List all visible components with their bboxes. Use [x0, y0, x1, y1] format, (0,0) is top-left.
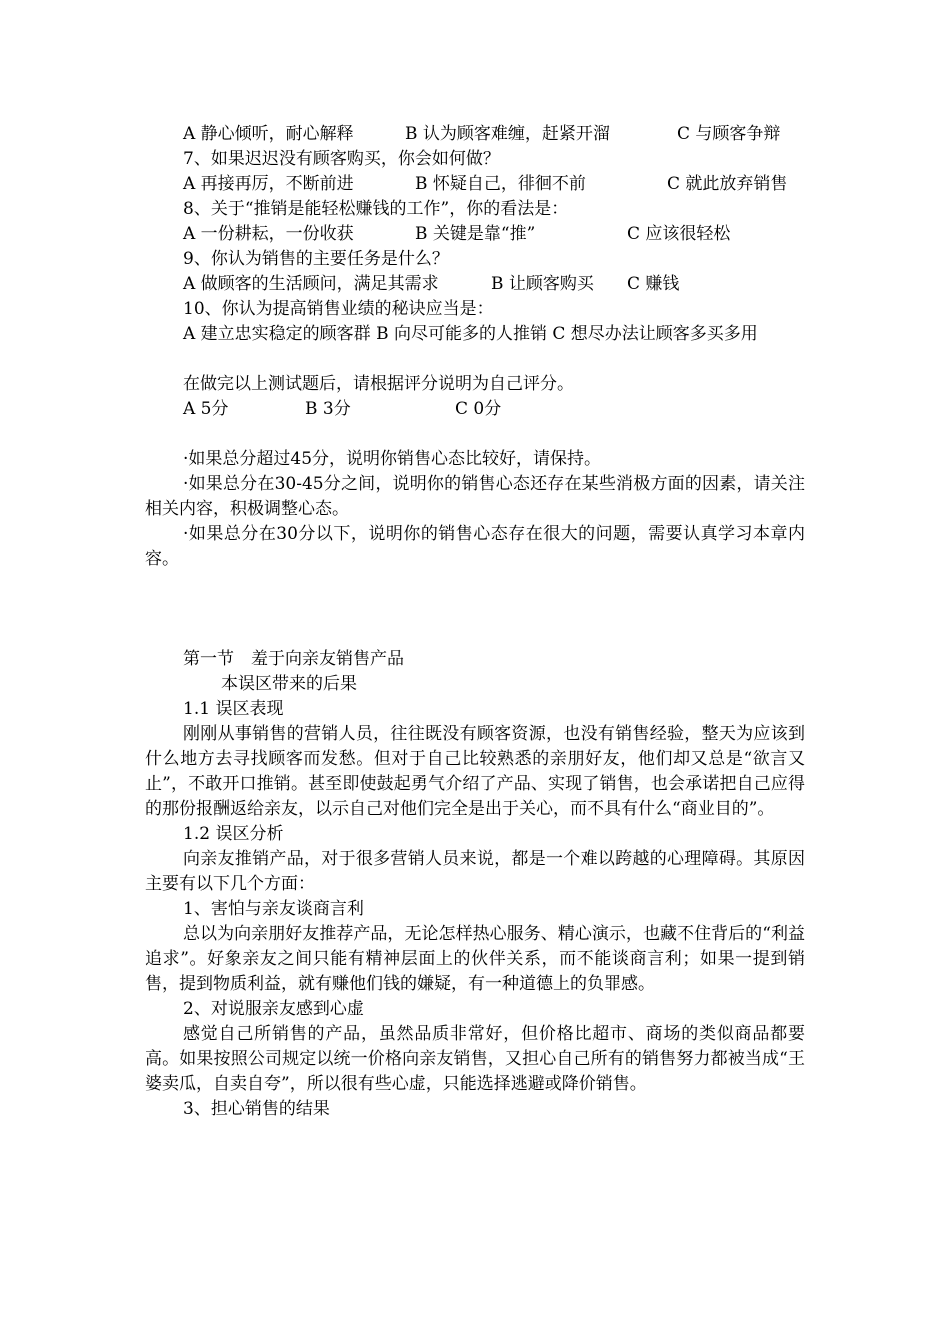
heading-1-1: 1.1 误区表现 — [183, 699, 284, 719]
q9-option-b: B 让顾客购买 — [491, 274, 594, 294]
reason-1-text: 总以为向亲朋好友推荐产品，无论怎样热心服务、精心演示，也藏不住背后的“利益追求”。好象亲友之间只能有精神层面上的伙伴关系，而不能谈商言利；如果一提到销售，提到物质利益，就有赚他们钱的嫌疑，有一种道德上的负罪感。 — [145, 924, 805, 994]
q7-option-a: A 再接再厉，不断前进 — [183, 174, 354, 194]
result-mid: ·如果总分在30-45分之间，说明你的销售心态还存在某些消极方面的因素，请关注相关内容，积极调整心态。 — [145, 474, 805, 519]
score-a: A 5分 — [183, 399, 229, 419]
q6-option-c: C 与顾客争辩 — [677, 124, 781, 144]
scoring-row — [145, 397, 805, 422]
q6-option-b: B 认为顾客难缠，赶紧开溜 — [405, 124, 610, 144]
paragraph-1-2: 向亲友推销产品，对于很多营销人员来说，都是一个难以跨越的心理障碍。其原因主要有以下几个方面： — [145, 849, 805, 894]
result-high: ·如果总分超过45分，说明你销售心态比较好，请保持。 — [183, 449, 602, 469]
q8-option-c: C 应该很轻松 — [627, 224, 731, 244]
q6-options-row — [145, 122, 805, 147]
q9-options-row — [145, 272, 805, 297]
reason-2-text: 感觉自己所销售的产品，虽然品质非常好，但价格比超市、商场的类似商品都要高。如果按照公司规定以统一价格向亲友销售，又担心自己所有的销售努力都被当成“王婆卖瓜，自卖自夸”，所以很有些心虚，只能选择逃避或降价销售。 — [145, 1024, 805, 1094]
reason-3-title: 3、担心销售的结果 — [183, 1099, 330, 1119]
q8-option-b: B 关键是靠“推” — [415, 224, 536, 244]
q6-option-a: A 静心倾听，耐心解释 — [183, 124, 354, 144]
q9-option-c: C 赚钱 — [627, 274, 680, 294]
reason-1-title: 1、害怕与亲友谈商言利 — [183, 899, 364, 919]
q7-question: 7、如果迟迟没有顾客购买，你会如何做？ — [183, 149, 500, 169]
q8-options-row — [145, 222, 805, 247]
document-page — [145, 122, 805, 1122]
q10-question: 10、你认为提高销售业绩的秘诀应当是： — [183, 299, 494, 319]
q10-options: A 建立忠实稳定的顾客群 B 向尽可能多的人推销 C 想尽办法让顾客多买多用 — [183, 324, 758, 344]
q7-options-row — [145, 172, 805, 197]
heading-1-2: 1.2 误区分析 — [183, 824, 284, 844]
reason-2-title: 2、对说服亲友感到心虚 — [183, 999, 364, 1019]
q7-option-c: C 就此放弃销售 — [667, 174, 788, 194]
q9-question: 9、你认为销售的主要任务是什么？ — [183, 249, 449, 269]
section-title: 第一节 羞于向亲友销售产品 — [183, 649, 404, 669]
q8-question: 8、关于“推销是能轻松赚钱的工作”，你的看法是： — [183, 199, 569, 219]
paragraph-1-1: 刚刚从事销售的营销人员，往往既没有顾客资源，也没有销售经验，整天为应该到什么地方去寻找顾客而发愁。但对于自己比较熟悉的亲朋好友，他们却又总是“欲言又止”，不敢开口推销。甚至即使鼓起勇气介绍了产品、实现了销售，也会承诺把自己应得的那份报酬返给亲友，以示自己对他们完全是出于关心，而不具有什么“商业目的”。 — [145, 724, 805, 819]
q7-option-b: B 怀疑自己，徘徊不前 — [415, 174, 586, 194]
section-subtitle: 本误区带来的后果 — [221, 674, 357, 694]
result-low: ·如果总分在30分以下，说明你的销售心态存在很大的问题，需要认真学习本章内容。 — [145, 524, 805, 569]
score-c: C 0分 — [455, 399, 502, 419]
scoring-intro: 在做完以上测试题后，请根据评分说明为自己评分。 — [183, 374, 574, 394]
score-b: B 3分 — [305, 399, 351, 419]
q8-option-a: A 一份耕耘，一份收获 — [183, 224, 354, 244]
q9-option-a: A 做顾客的生活顾问，满足其需求 — [183, 274, 439, 294]
